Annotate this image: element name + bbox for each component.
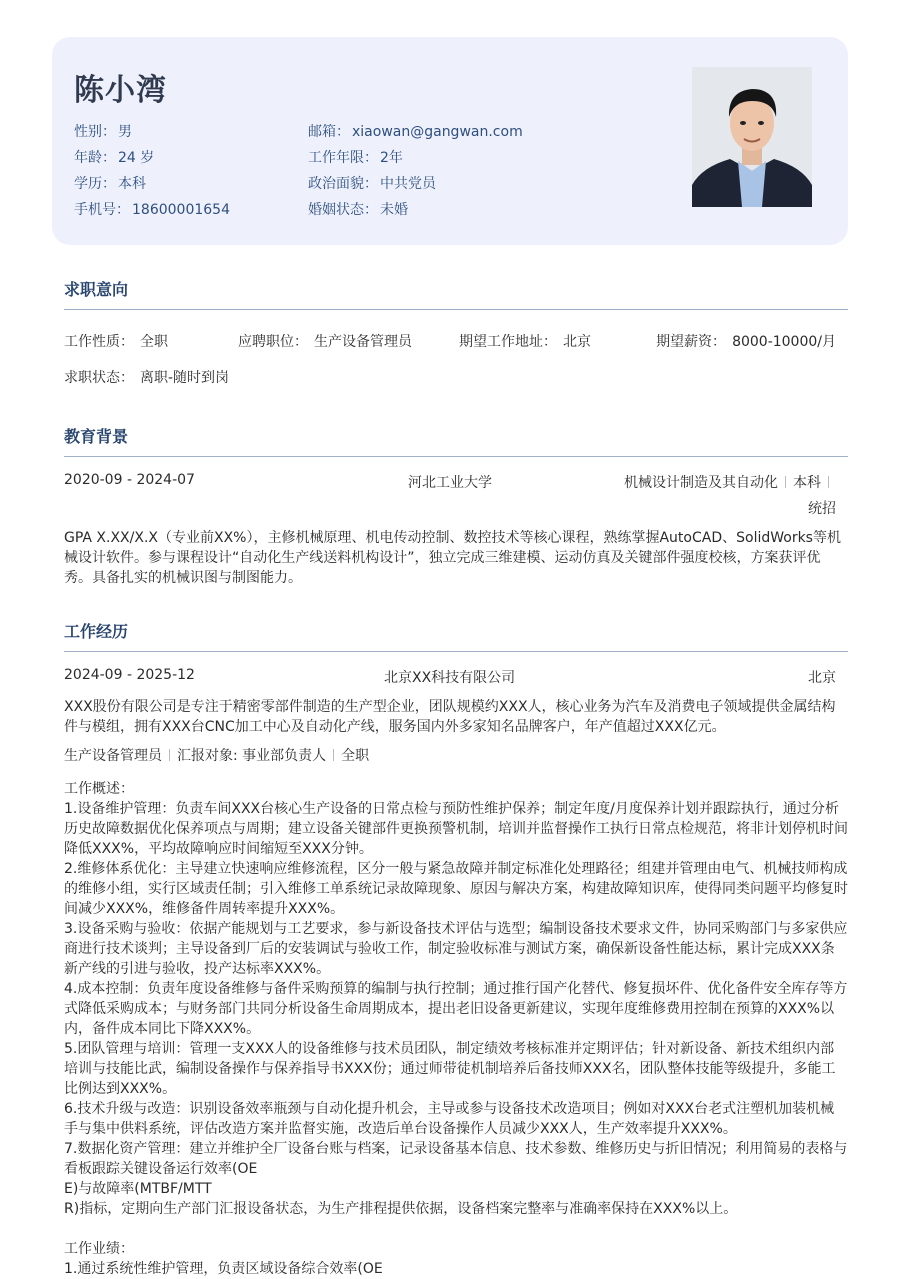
work-overview — [64, 779, 848, 1279]
profile-photo — [692, 67, 812, 207]
overview-item: 4.成本控制：负责年度设备维修与备件采购预算的编制与执行控制；通过推行国产化替代、修复损坏件、优化备件安全库存等方式降低采购成本；与财务部门共同分析设备生命周期成本，提出老旧设备更新建议，实现年度维修费用控制在预算的XXX%以内，备件成本同比下降XXX%。 — [64, 981, 848, 1037]
gender-row — [74, 121, 132, 141]
study-mode: 统招 — [808, 501, 836, 517]
email-value[interactable]: xiaowan@gangwan.com — [352, 124, 523, 140]
intent-status-label: 求职状态： — [64, 370, 134, 386]
overview-item: R)指标，定期向生产部门汇报设备状态，为生产排程提供依据，设备档案完整率与准确率保持在XXX%以上。 — [64, 1201, 738, 1217]
section-title-intent: 求职意向 — [64, 280, 129, 299]
section-title-work: 工作经历 — [64, 622, 129, 641]
intent-location — [459, 331, 591, 351]
company-description: XXX股份有限公司是专注于精密零部件制造的生产型企业，团队规模约XXX人，核心业务为汽车及消费电子领域提供金属结构件与模组，拥有XXX台CNC加工中心及自动化产线，服务国内外多家知名品牌客户，年产值超过XXX亿元。 — [64, 699, 836, 735]
profile-card — [52, 37, 848, 245]
intent-location-value: 北京 — [563, 334, 591, 350]
spacer — [64, 1219, 848, 1239]
work-dates: 2024-09 - 2025-12 — [64, 667, 195, 683]
gender-value: 男 — [118, 124, 132, 140]
intent-position-label: 应聘职位： — [238, 334, 308, 350]
section-divider — [64, 309, 848, 310]
intent-position-value: 生产设备管理员 — [314, 334, 412, 350]
portrait-image — [692, 67, 812, 207]
education-row — [74, 173, 146, 193]
intent-salary-value: 8000-10000/月 — [732, 334, 836, 350]
work-city: 北京 — [808, 670, 836, 686]
degree: 本科 — [793, 475, 821, 491]
overview-item: 3.设备采购与验收：依据产能规划与工艺要求，参与新设备技术评估与选型；编制设备技术要求文件，协同采购部门与多家供应商进行技术谈判；主导设备到厂后的安装调试与验收工作，制定验收标准与测试方案，确保新设备性能达标，累计完成XXX条新产线的引进与验收，投产达标率XXX%。 — [64, 921, 848, 977]
overview-item: 1.设备维护管理：负责车间XXX台核心生产设备的日常点检与预防性维护保养；制定年度/月度保养计划并跟踪执行，通过分析历史故障数据优化保养项点与周期；建立设备关键部件更换预警机制，培训并监督操作工执行日常点检规范，将非计划停机时间降低XXX%，平均故障响应时间缩短至XXX分钟。 — [64, 801, 848, 857]
overview-item: 5.团队管理与培训：管理一支XXX人的设备维修与技术员团队，制定绩效考核标准并定期评估；针对新设备、新技术组织内部培训与技能比武，编制设备操作与保养指导书XXX份；通过师带徒机制培养后备技师XXX名，团队整体技能等级提升，多能工比例达到XXX%。 — [64, 1041, 836, 1097]
age-label: 年龄： — [74, 150, 116, 166]
section-title-education: 教育背景 — [64, 427, 129, 446]
overview-item: E)与故障率(MTBF/MTT — [64, 1181, 212, 1197]
years-label: 工作年限： — [308, 150, 378, 166]
intent-type — [64, 331, 168, 351]
intent-type-value: 全职 — [140, 334, 168, 350]
separator — [333, 749, 334, 761]
politics-value: 中共党员 — [380, 176, 436, 192]
school-name: 河北工业大学 — [408, 475, 492, 491]
marital-row — [308, 199, 408, 219]
section-work — [64, 619, 848, 1277]
education-description: GPA X.XX/X.X（专业前XX%），主修机械原理、机电传动控制、数控技术等核心课程，熟练掌握AutoCAD、SolidWorks等机械设计软件。参与课程设计“自动化生产线送料机构设计”，独立完成三维建模、运动仿真及关键部件强度校核，方案获评优秀。具备扎实的机械识图与制图能力。 — [64, 530, 841, 586]
achievement-item: 1.通过系统性维护管理，负责区域设备综合效率(OE — [64, 1261, 383, 1277]
role-title: 生产设备管理员 — [64, 748, 162, 764]
achievement-title: 工作业绩： — [64, 1241, 134, 1257]
politics-label: 政治面貌： — [308, 176, 378, 192]
email-row — [308, 121, 523, 141]
intent-status-value: 离职-随时到岗 — [140, 370, 230, 386]
marital-value: 未婚 — [380, 202, 408, 218]
overview-item: 7.数据化资产管理：建立并维护全厂设备台账与档案，记录设备基本信息、技术参数、维修历史与折旧情况；利用简易的表格与看板跟踪关键设备运行效率(OE — [64, 1141, 848, 1177]
intent-position — [238, 331, 412, 351]
intent-salary — [656, 331, 836, 351]
section-education — [64, 424, 848, 586]
separator — [785, 476, 786, 488]
education-major-degree — [624, 472, 836, 492]
separator — [169, 749, 170, 761]
company-name: 北京XX科技有限公司 — [384, 670, 516, 686]
separator — [828, 476, 829, 488]
phone-row — [74, 199, 230, 219]
intent-type-label: 工作性质： — [64, 334, 134, 350]
section-job-intent — [64, 277, 848, 386]
marital-label: 婚姻状态： — [308, 202, 378, 218]
education-label: 学历： — [74, 176, 116, 192]
age-row — [74, 147, 154, 167]
politics-row — [308, 173, 436, 193]
education-dates: 2020-09 - 2024-07 — [64, 472, 195, 488]
education-value: 本科 — [118, 176, 146, 192]
report-to: 汇报对象: 事业部负责人 — [177, 748, 327, 764]
email-label: 邮箱： — [308, 124, 350, 140]
age-value: 24 岁 — [118, 150, 155, 166]
gender-label: 性别： — [74, 124, 116, 140]
years-row — [308, 147, 403, 167]
intent-salary-label: 期望薪资： — [656, 334, 727, 350]
overview-item: 6.技术升级与改造：识别设备效率瓶颈与自动化提升机会，主导或参与设备技术改造项目；例如对XXX台老式注塑机加装机械手与集中供料系统，评估改造方案并监督实施，改造后单台设备操作人员减少XXX人，生产效率提升XXX%。 — [64, 1101, 835, 1137]
section-divider — [64, 456, 848, 457]
overview-title: 工作概述： — [64, 781, 134, 797]
section-divider — [64, 651, 848, 652]
role-line — [64, 745, 369, 765]
phone-label: 手机号： — [74, 202, 130, 218]
major: 机械设计制造及其自动化 — [624, 475, 778, 491]
years-value: 2年 — [380, 150, 403, 166]
intent-location-label: 期望工作地址： — [459, 334, 557, 350]
job-type: 全职 — [341, 748, 370, 764]
intent-status — [64, 367, 229, 387]
phone-value: 18600001654 — [132, 202, 230, 218]
overview-item: 2.维修体系优化：主导建立快速响应维修流程，区分一般与紧急故障并制定标准化处理路径；组建并管理由电气、机械技师构成的维修小组，实行区域责任制；引入维修工单系统记录故障现象、原因与解决方案，构建故障知识库，使得同类问题平均修复时间减少XXX%，维修备件周转率提升XXX%。 — [64, 861, 848, 917]
candidate-name: 陈小湾 — [74, 73, 167, 108]
